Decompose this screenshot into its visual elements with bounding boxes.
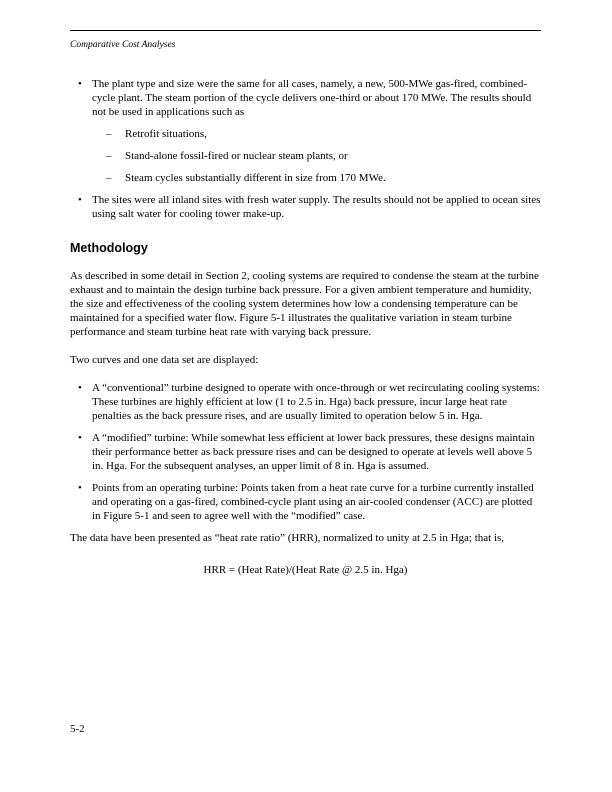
list-item bbox=[70, 481, 541, 523]
page-number: 5-2 bbox=[70, 723, 85, 735]
list-item bbox=[70, 381, 541, 423]
list-item-text: The plant type and size were the same for all cases, namely, a new, 500-MWe gas-fired, combined-cycle plant. The steam portion of the cycle delivers one-third or about 170 MWe. The results should not be used in applications such as bbox=[92, 78, 532, 118]
paragraph: The data have been presented as “heat rate ratio” (HRR), normalized to unity at 2.5 in Hga; that is, bbox=[70, 532, 505, 544]
section-heading: Methodology bbox=[70, 241, 148, 255]
bullet-icon: • bbox=[78, 482, 82, 494]
bullet-icon: • bbox=[78, 432, 82, 444]
sub-list-item-text: Steam cycles substantially different in size from 170 MWe. bbox=[125, 172, 386, 184]
paragraph: Two curves and one data set are displayed: bbox=[70, 354, 259, 366]
list-item-text: The sites were all inland sites with fresh water supply. The results should not be applied to ocean sites using salt water for cooling tower make-up. bbox=[92, 194, 541, 220]
equation: HRR = (Heat Rate)/(Heat Rate @ 2.5 in. Hga) bbox=[203, 564, 408, 576]
list-item-text: A “conventional” turbine designed to operate with once-through or wet recirculating cooling systems: These turbines are highly efficient at low (1 to 2.5 in. Hga) back pressure, incur large heat rate penalties as the back pressure rises, and are usually limited to operation below 5 in. Hga. bbox=[92, 382, 540, 422]
list-item-text: Points from an operating turbine: Points taken from a heat rate curve for a turbine currently installed and operating on a gas-fired, combined-cycle plant using an air-cooled condenser (ACC) are plotted in Figure 5-1 and seen to agree well with the “modified” case. bbox=[92, 482, 534, 522]
sub-list-item-text: Stand-alone fossil-fired or nuclear steam plants, or bbox=[125, 150, 348, 162]
list-item bbox=[70, 431, 541, 473]
paragraph: As described in some detail in Section 2, cooling systems are required to condense the steam at the turbine exhaust and to maintain the design turbine back pressure. For a given ambient temperature and humidity, the size and effectiveness of the cooling system determines how low a condensing temperature can be maintained for a specified water flow. Figure 5-1 illustrates the qualitative variation in steam turbine performance and steam turbine heat rate with varying back pressure. bbox=[70, 270, 539, 338]
list-item bbox=[70, 77, 541, 119]
sub-list-item bbox=[70, 127, 541, 141]
header-rule bbox=[70, 30, 541, 31]
sub-list-item bbox=[70, 171, 541, 185]
bullet-icon: • bbox=[78, 78, 82, 90]
dash-icon: – bbox=[106, 128, 112, 140]
list-item-text: A “modified” turbine: While somewhat less efficient at lower back pressures, these designs maintain their performance better as back pressure rises and can be designed to operate at levels well above 5 in. Hga. For the subsequent analyses, an upper limit of 8 in. Hga is assumed. bbox=[92, 432, 535, 472]
sub-list-item-text: Retrofit situations, bbox=[125, 128, 207, 140]
bullet-icon: • bbox=[78, 194, 82, 206]
bullet-icon: • bbox=[78, 382, 82, 394]
dash-icon: – bbox=[106, 150, 112, 162]
list-item bbox=[70, 193, 541, 221]
dash-icon: – bbox=[106, 172, 112, 184]
sub-list-item bbox=[70, 149, 541, 163]
running-header: Comparative Cost Analyses bbox=[70, 40, 176, 50]
